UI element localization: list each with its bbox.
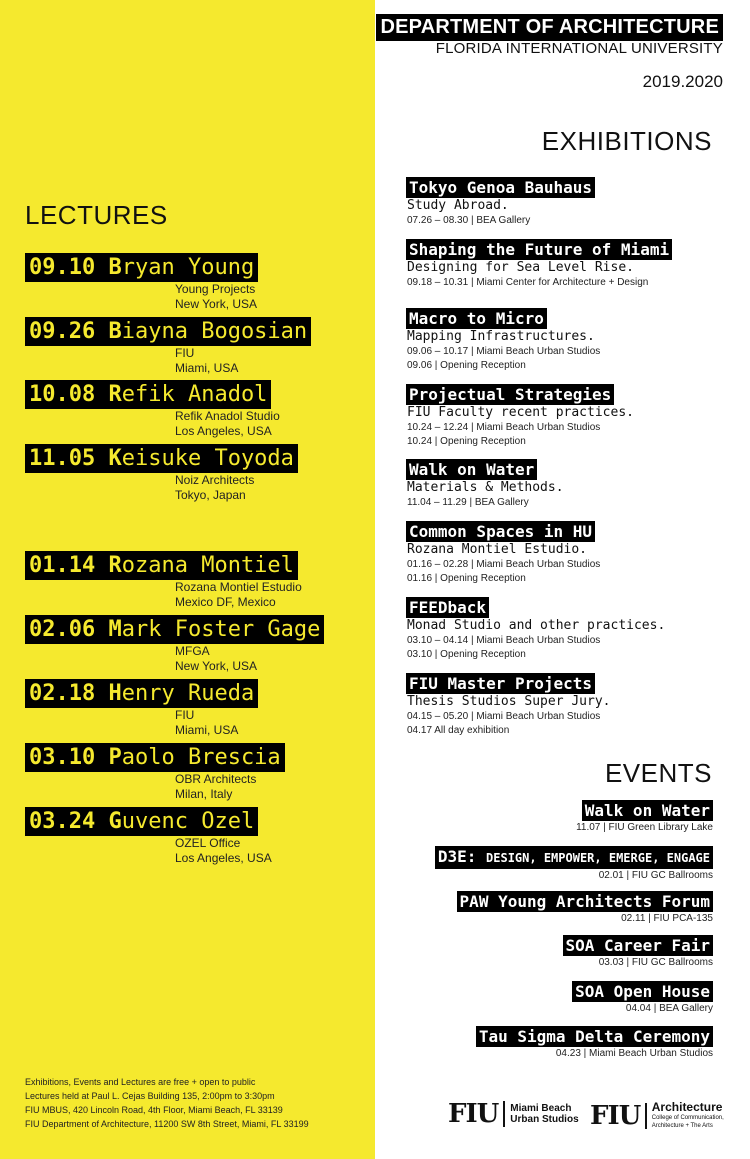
lecture-place: Mexico DF, Mexico [175,595,276,609]
lecture-item: 02.06 Mark Foster Gage MFGA New York, USA [25,615,324,674]
lecture-item: 09.26 Biayna Bogosian FIU Miami, USA [25,317,311,376]
lecture-org: Rozana Montiel Estudio [175,580,302,594]
lecture-item: 03.24 Guvenc Ozel OZEL Office Los Angeles, USA [25,807,272,866]
exhibitions-heading: EXHIBITIONS [541,126,712,156]
event-title: D3E: DESIGN, EMPOWER, EMERGE, ENGAGE [435,846,713,869]
lectures-heading: LECTURES [25,200,168,230]
event-item: D3E: DESIGN, EMPOWER, EMERGE, ENGAGE 02.01 | FIU GC Ballrooms [435,846,713,883]
exhibition-title: FIU Master Projects [406,673,595,694]
footer-info: Exhibitions, Events and Lectures are free + open to public Lectures held at Paul L. Cejas Building 135, 2:00pm to 3:30pm FIU MBUS, 420 Lincoln Road, 4th Floor, Miami Beach, FL 33139 FIU Department of Architecture, 11200 SW 8th Street, Miami, FL 33199 [25,1077,309,1129]
exhibition-item: Common Spaces in HU Rozana Montiel Estudio. 01.16 – 02.28 | Miami Beach Urban Studios 01.16 | Opening Reception [407,522,601,584]
lecture-org: MFGA [175,644,210,658]
lecture-org: OBR Architects [175,772,257,786]
lecture-place: Tokyo, Japan [175,488,246,502]
event-item: SOA Open House 04.04 | BEA Gallery [572,981,713,1016]
lecture-org: Refik Anadol Studio [175,409,280,423]
lecture-item: 09.10 Bryan Young Young Projects New York, USA [25,253,258,312]
lecture-org: Young Projects [175,282,256,296]
lecture-place: Los Angeles, USA [175,424,272,438]
lecture-org: OZEL Office [175,836,241,850]
exhibition-item: Macro to Micro Mapping Infrastructures. 09.06 – 10.17 | Miami Beach Urban Studios 09.06 | Opening Reception [407,309,601,371]
lecture-place: Los Angeles, USA [175,851,272,865]
exhibition-item: Walk on Water Materials & Methods. 11.04 – 11.29 | BEA Gallery [407,460,564,508]
lecture-place: Miami, USA [175,361,239,375]
lecture-org: FIU [175,708,195,722]
event-title: Walk on Water [582,800,713,821]
lecture-org: FIU [175,346,195,360]
event-title: SOA Open House [572,981,713,1002]
exhibition-title: Shaping the Future of Miami [406,239,672,260]
events-heading: EVENTS [604,758,712,788]
exhibition-title: Macro to Micro [406,308,547,329]
lecture-place: New York, USA [175,659,258,673]
event-title: Tau Sigma Delta Ceremony [476,1026,713,1047]
fiu-mbus-logo: FIU Miami Beach Urban Studios [448,1099,579,1129]
exhibition-title: Common Spaces in HU [406,521,595,542]
lecture-item: 10.08 Refik Anadol Refik Anadol Studio Los Angeles, USA [25,380,280,439]
event-item: PAW Young Architects Forum 02.11 | FIU PCA-135 [457,891,713,926]
event-title: SOA Career Fair [563,935,714,956]
exhibition-item: Tokyo Genoa Bauhaus Study Abroad. 07.26 – 08.30 | BEA Gallery [406,177,595,228]
exhibition-title: Projectual Strategies [406,384,614,405]
lecture-item: 11.05 Keisuke Toyoda Noiz Architects Tokyo, Japan [25,444,298,503]
exhibition-item: FIU Master Projects Thesis Studios Super Jury. 04.15 – 05.20 | Miami Beach Urban Studios 04.17 All day exhibition [407,674,611,736]
exhibition-title: Walk on Water [406,459,537,480]
department-title: DEPARTMENT OF ARCHITECTURE [376,14,723,41]
fiu-architecture-logo: FIU Architecture College of Communication, Architecture + The Arts [590,1100,724,1131]
exhibition-title: FEEDback [406,597,489,618]
exhibition-title: Tokyo Genoa Bauhaus [406,177,595,198]
exhibition-item: FEEDback Monad Studio and other practices. 03.10 – 04.14 | Miami Beach Urban Studios 03.10 | Opening Reception [407,598,666,660]
lecture-item: 01.14 Rozana Montiel Rozana Montiel Estudio Mexico DF, Mexico [25,551,302,610]
lecture-item: 03.10 Paolo Brescia OBR Architects Milan, Italy [25,743,285,802]
event-title: PAW Young Architects Forum [457,891,713,912]
lecture-place: Milan, Italy [175,787,233,801]
event-item: SOA Career Fair 03.03 | FIU GC Ballrooms [563,935,714,970]
exhibition-item: Projectual Strategies FIU Faculty recent practices. 10.24 – 12.24 | Miami Beach Urban Studios 10.24 | Opening Reception [407,385,634,447]
event-item: Tau Sigma Delta Ceremony 04.23 | Miami Beach Urban Studios [476,1026,713,1061]
lecture-item: 02.18 Henry Rueda FIU Miami, USA [25,679,258,738]
exhibition-item: Shaping the Future of Miami Designing for Sea Level Rise. 09.18 – 10.31 | Miami Center for Architecture + Design [406,239,672,290]
lecture-org: Noiz Architects [175,473,255,487]
event-item: Walk on Water 11.07 | FIU Green Library Lake [576,801,713,833]
lecture-place: Miami, USA [175,723,239,737]
lecture-place: New York, USA [175,297,258,311]
academic-year: 2019.2020 [642,72,723,91]
university-name: FLORIDA INTERNATIONAL UNIVERSITY [435,40,723,57]
